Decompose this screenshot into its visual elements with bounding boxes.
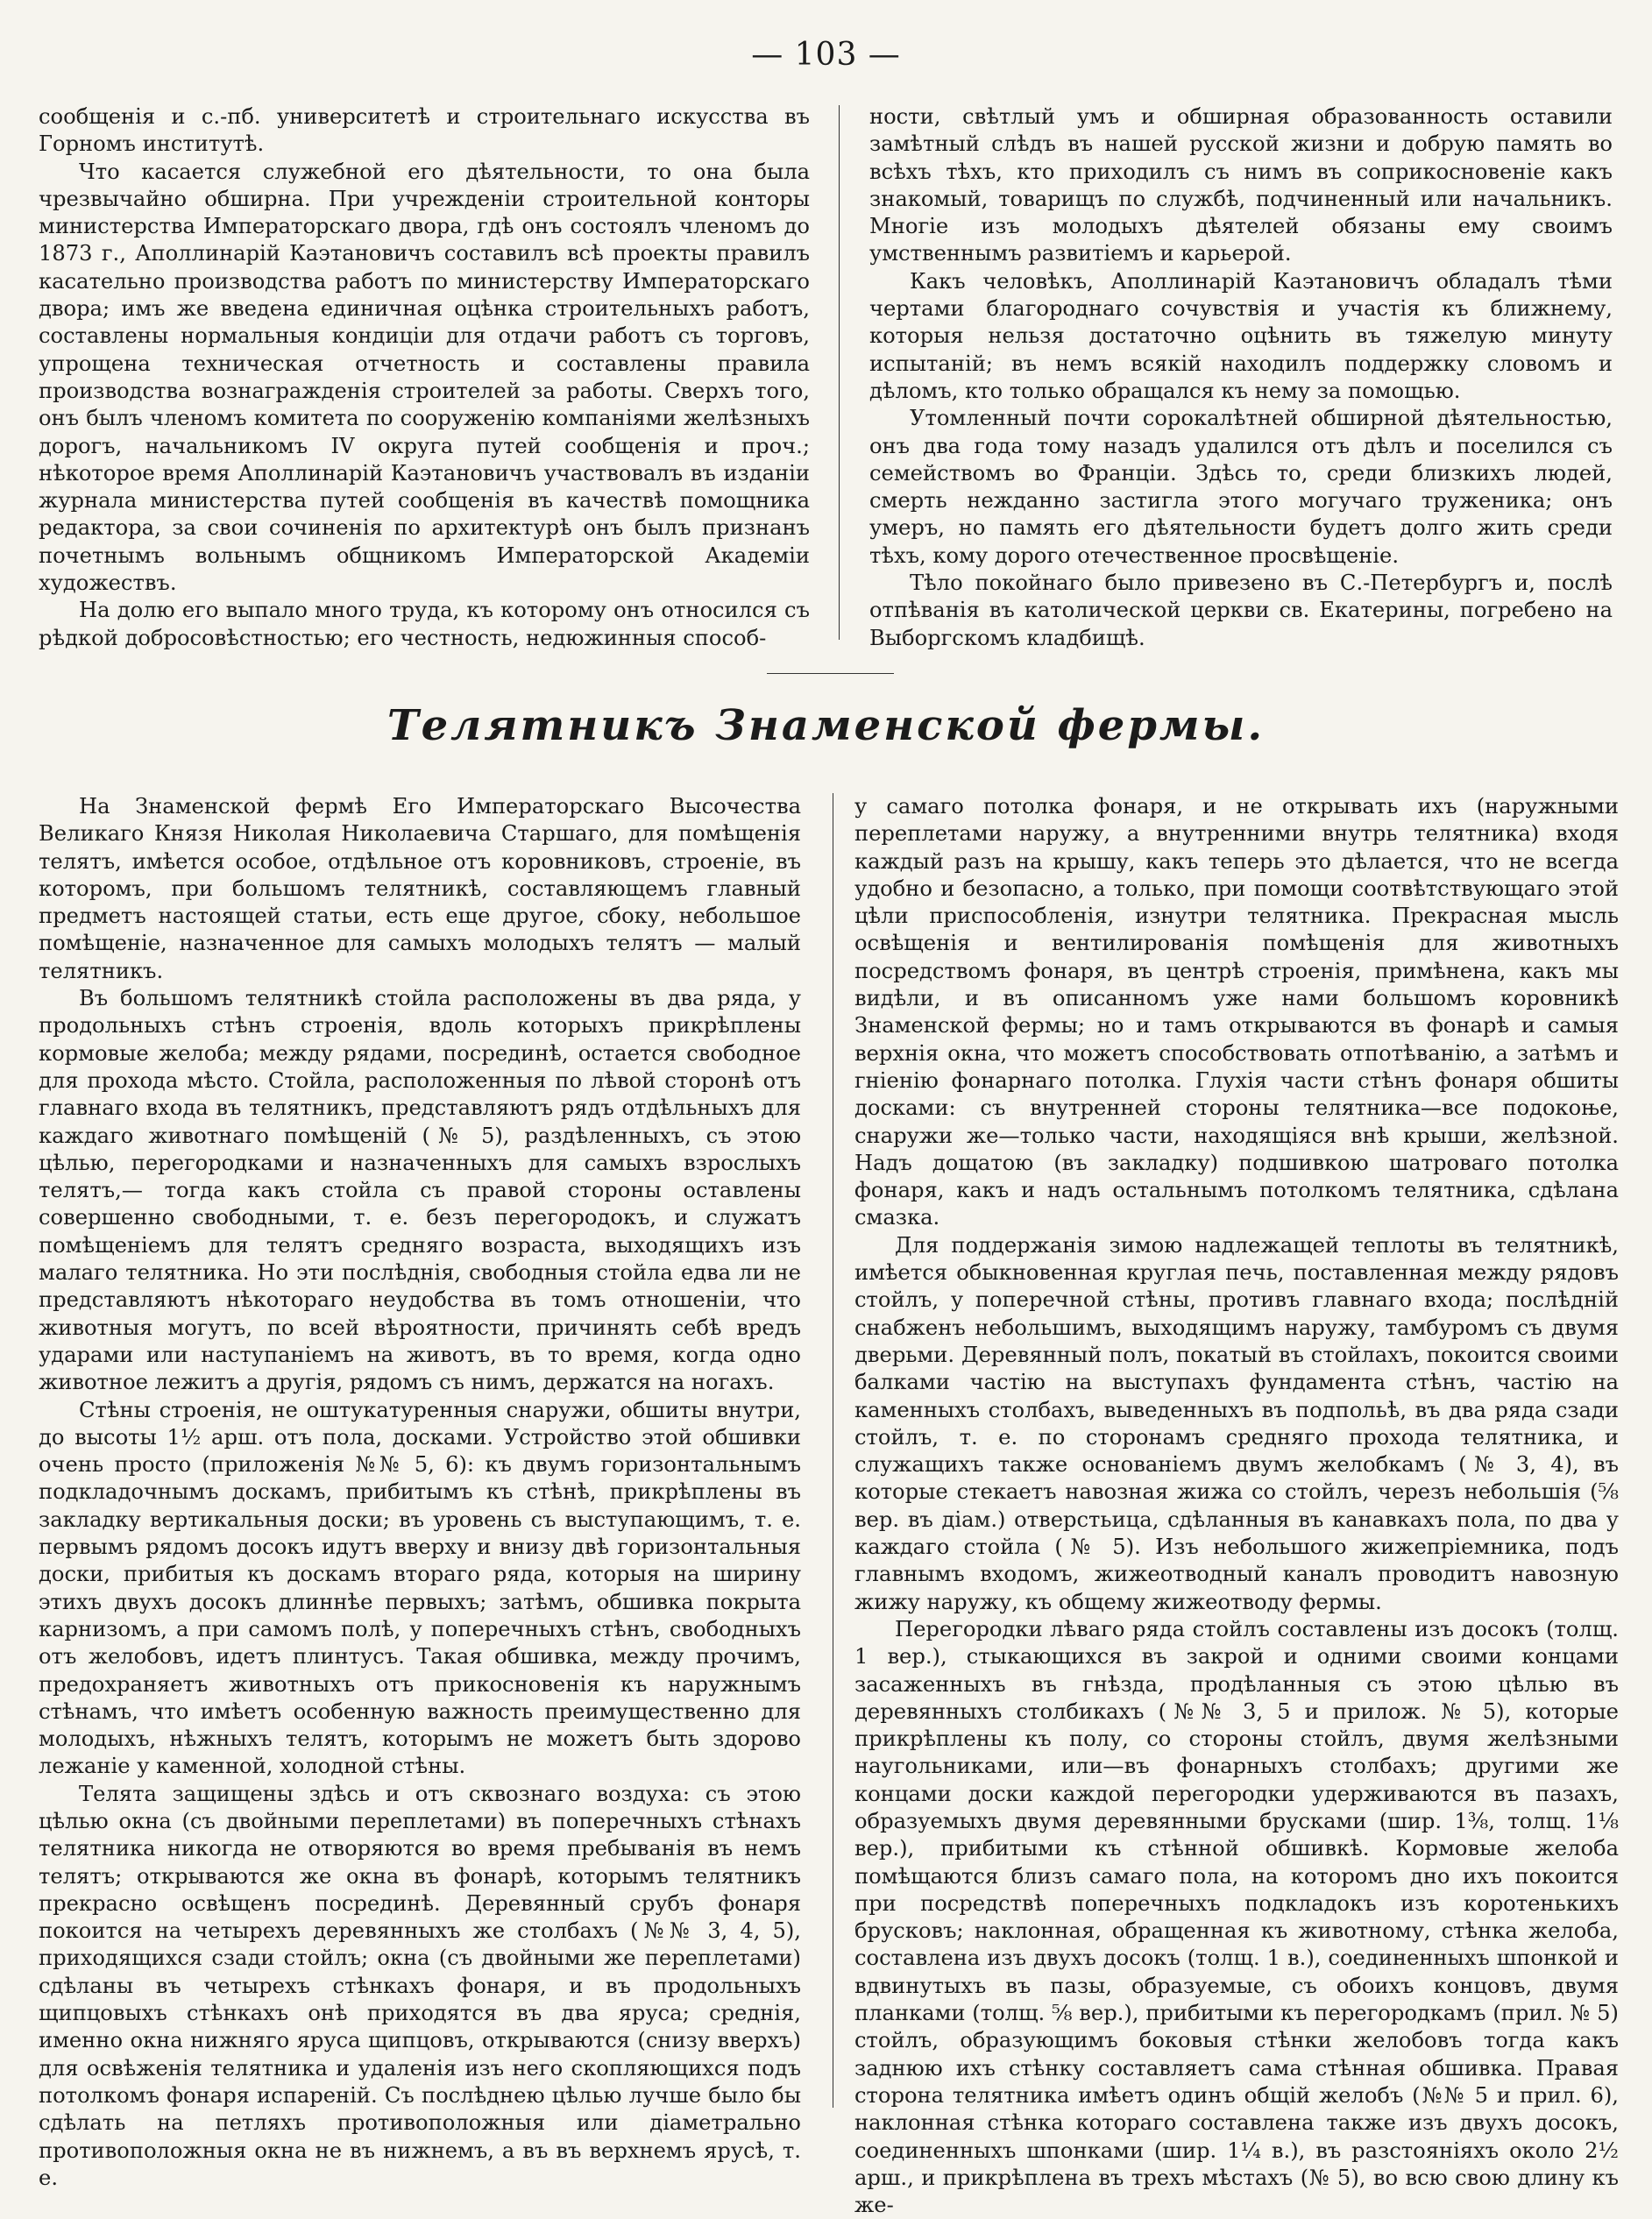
paragraph: Для поддержанія зимою надлежащей теплоты въ телятникѣ, имѣется обыкновенная круглая печь, поставленная между рядовъ стойлъ, у поперечной стѣны, противъ главнаго входа; послѣдній снабженъ небольшимъ, выходящимъ наружу, тамбуромъ съ двумя дверьми. Деревянный полъ, покатый въ стойлахъ, покоится своими балками частію на выступахъ фундамента стѣнъ, частію на каменныхъ столбахъ, выведенныхъ въ подпольѣ, въ два ряда сзади стойлъ, т. е. по сторонамъ средняго прохода телятника, и служащихъ также основаніемъ двумъ желобкамъ (№ 3, 4), въ которые стекаетъ навозная жижа со стойлъ, черезъ небольшія (⅝ вер. въ діам.) отверстьица, сдѣланныя въ канавкахъ пола, по два у каждаго стойла (№ 5). Изъ небольшого жижепріемника, подъ главнымъ входомъ, жижеотводный каналъ проводитъ навозную жижу наружу, къ общему жижеотводу фермы. <box>854 1232 1619 1614</box>
paragraph: На долю его выпало много труда, къ которому онъ относился съ рѣдкой добросовѣстностью; его честность, недюжинныя способ- <box>39 598 810 650</box>
paragraph: Что касается служебной его дѣятельности, то она была чрезвычайно обширна. При учрежденіи строительной конторы министерства Императорскаго двора, гдѣ онъ состоялъ членомъ до 1873 г., Аполлинарій Каэтановичъ составилъ всѣ проекты правилъ касательно производства работъ по министерству Императорскаго двора; имъ же введена единичная оцѣнка строительныхъ работъ, составлены нормальныя кондиціи для отдачи работъ съ торговъ, упрощена техническая отчетность и составлены правила производства вознагражденія строителей за работы. Сверхъ того, онъ былъ членомъ комитета по сооруженію компаніями желѣзныхъ дорогъ, начальникомъ IV округа путей сообщенія и проч.; нѣкоторое время Аполлинарій Каэтановичъ участвовалъ въ изданіи журнала министерства путей сообщенія въ качествѣ помощника редактора, за свои сочиненія по архитектурѣ онъ былъ признанъ почетнымъ вольнымъ общникомъ Императорской Академіи художествъ. <box>39 159 810 596</box>
paragraph: у самаго потолка фонаря, и не открывать ихъ (наружными переплетами наружу, а внутренними внутрь телятника) входя каждый разъ на крышу, какъ теперь это дѣлается, что не всегда удобно и безопасно, а только, при помощи соотвѣтствующаго этой цѣли приспособленія, изнутри телятника. Прекрасная мысль освѣщенія и вентилированія помѣщенія для животныхъ посредствомъ фонаря, въ центрѣ строенія, примѣнена, какъ мы видѣли, и въ описанномъ уже нами большомъ коровникѣ Знаменской фермы; но и тамъ открываются въ фонарѣ и самыя верхнія окна, что можетъ способствовать отпотѣванію, а затѣмъ и гніенію фонарнаго потолка. Глухія части стѣнъ фонаря обшиты досками: съ внутренней стороны телятника—все подокоње, снаружи же—только части, находящіяся внѣ крыши, желѣзной. Надъ дощатою (въ закладку) подшивкою шатроваго потолка фонаря, какъ и надъ остальнымъ потолкомъ телятника, сдѣлана смазка. <box>854 794 1619 1230</box>
paragraph: Телята защищены здѣсь и отъ сквознаго воздуха: съ этою цѣлью окна (съ двойными переплетами) въ поперечныхъ стѣнахъ телятника никогда не отворяются во время пребыванія въ немъ телятъ; открываются же окна въ фонарѣ, которымъ телятникъ прекрасно освѣщенъ посрединѣ. Деревянный срубъ фонаря покоится на четырехъ деревянныхъ же столбахъ (№№ 3, 4, 5), приходящихся сзади стойлъ; окна (съ двойными же переплетами) сдѣланы въ четырехъ стѣнкахъ фонаря, и въ продольныхъ щипцовыхъ стѣнкахъ онѣ приходятся въ два яруса; среднія, именно окна нижняго яруса щипцовъ, открываются (снизу вверхъ) для освѣженія телятника и удаленія изъ него скопляющихся подъ потолкомъ фонаря испареній. Съ послѣднею цѣлью лучше было бы сдѣлать на петляхъ противоположныя или діаметрально противоположныя окна не въ нижнемъ, а въ въ верхнемъ ярусѣ, т. е. <box>39 1781 801 2190</box>
paragraph: Какъ человѣкъ, Аполлинарій Каэтановичъ обладалъ тѣми чертами благороднаго сочувствія и участія къ ближнему, которыя нельзя достаточно оцѣнить въ тяжелую минуту испытаній; въ немъ всякій находилъ поддержку словомъ и дѣломъ, кто только обращался къ нему за помощью. <box>869 268 1613 403</box>
bottom-right-column <box>854 793 1619 2219</box>
bottom-left-column <box>39 793 801 2192</box>
paragraph: ности, свѣтлый умъ и обширная образованность оставили замѣтный слѣдъ въ нашей русской жизни и добрую память во всѣхъ тѣхъ, кто приходилъ съ нимъ въ соприкосновеніе какъ знакомый, товарищъ по службѣ, подчиненный или начальникъ. Многіе изъ молодыхъ дѣятелей обязаны ему своимъ умственнымъ развитіемъ и карьерой. <box>869 104 1613 266</box>
paragraph: На Знаменской фермѣ Его Императорскаго Высочества Великаго Князя Николая Николаевича Старшаго, для помѣщенія телятъ, имѣется особое, отдѣльное отъ коровниковъ, строеніе, въ которомъ, при большомъ телятникѣ, составляющемъ главный предметъ настоящей статьи, есть еще другое, сбоку, небольшое помѣщеніе, назначенное для самыхъ молодыхъ телятъ — малый телятникъ. <box>39 794 801 983</box>
top-left-column <box>39 103 810 652</box>
section-divider <box>767 673 894 674</box>
paragraph: Утомленный почти сорокалѣтней обширной дѣятельностью, онъ два года тому назадъ удалился отъ дѣлъ и поселился съ семействомъ во Франціи. Здѣсь то, среди близкихъ людей, смерть нежданно застигла этого могучаго труженика; онъ умеръ, но память его дѣятельности будетъ долго жить среди тѣхъ, кому дорого отечественное просвѣщеніе. <box>869 406 1613 568</box>
paragraph: Стѣны строенія, не оштукатуренныя снаружи, обшиты внутри, до высоты 1½ арш. отъ пола, досками. Устройство этой обшивки очень просто (приложенія №№ 5, 6): къ двумъ горизонтальнымъ подкладочнымъ доскамъ, прибитымъ къ стѣнѣ, прикрѣплены въ закладку вертикальныя доски; въ уровень съ выступающимъ, т. е. первымъ рядомъ досокъ идутъ вверху и внизу двѣ горизонтальныя доски, прибитыя къ доскамъ втораго ряда, которыя на ширину этихъ двухъ досокъ длиннѣе первыхъ; затѣмъ, обшивка покрыта карнизомъ, а при самомъ полѣ, у поперечныхъ стѣнъ, свободныхъ отъ желобовъ, идетъ плинтусъ. Такая обшивка, между прочимъ, предохраняетъ животныхъ отъ прикосновенія къ наружнымъ стѣнамъ, что имѣетъ особенную важность преимущественно для молодыхъ, нѣжныхъ телятъ, которымъ не можетъ быть здорово лежаніе у каменной, холодной стѣны. <box>39 1397 801 1779</box>
top-right-column <box>869 103 1613 652</box>
paragraph: Перегородки лѣваго ряда стойлъ составлены изъ досокъ (толщ. 1 вер.), стыкающихся въ закрой и одними своими концами засаженныхъ въ гнѣзда, продѣланныя съ этою цѣлью въ деревянныхъ столбикахъ (№№ 3, 5 и прилож. № 5), которые прикрѣплены къ полу, со стороны стойлъ, двумя желѣзными наугольниками, или—въ фонарныхъ столбахъ; другими же концами доски каждой перегородки удерживаются въ пазахъ, образуемыхъ двумя деревянными брусками (шир. 1⅜, толщ. 1⅛ вер.), прибитыми къ стѣнной обшивкѣ. Кормовые желоба помѣщаются близъ самаго пола, на которомъ дно ихъ покоится при посредствѣ поперечныхъ подкладокъ изъ коротенькихъ брусковъ; наклонная, обращенная къ животному, стѣнка желоба, составлена изъ двухъ досокъ (толщ. 1 в.), соединенныхъ шпонкой и вдвинутыхъ въ пазы, образуемые, съ обоихъ концовъ, двумя планками (толщ. ⅝ вер.), прибитыми къ перегородкамъ (прил. № 5) стойлъ, образующимъ боковыя стѣнки желобовъ тогда какъ заднюю ихъ стѣнку составляетъ сама стѣнная обшивка. Правая сторона телятника имѣетъ одинъ общій желобъ (№№ 5 и прил. 6), наклонная стѣнка котораго составлена также изъ двухъ досокъ, соединенныхъ шпонками (шир. 1¼ в.), въ разстояніяхъ около 2½ арш., и прикрѣплена въ трехъ мѣстахъ (№ 5), во всю свою длину къ же- <box>854 1616 1619 2218</box>
paragraph: Въ большомъ телятникѣ стойла расположены въ два ряда, у продольныхъ стѣнъ строенія, вдоль которыхъ прикрѣплены кормовые желоба; между рядами, посрединѣ, остается свободное для прохода мѣсто. Стойла, расположенныя по лѣвой сторонѣ отъ главнаго входа въ телятникъ, представляютъ рядъ отдѣльныхъ для каждаго животнаго помѣщеній (№ 5), раздѣленныхъ, съ этою цѣлью, перегородками и назначенныхъ для самыхъ взрослыхъ телятъ,— тогда какъ стойла съ правой стороны оставлены совершенно свободными, т. е. безъ перегородокъ, и служатъ помѣщеніемъ для телятъ средняго возраста, выходящихъ изъ малаго телятника. Но эти послѣднія, свободныя стойла едва ли не представляютъ нѣкотораго неудобства въ томъ отношеніи, что животныя могутъ, по всей вѣроятности, причинять себѣ вредъ ударами или наступаніемъ на животъ, въ то время, когда одно животное лежитъ а другія, рядомъ съ нимъ, держатся на ногахъ. <box>39 986 801 1395</box>
paragraph: Тѣло покойнаго было привезено въ С.-Петербургъ и, послѣ отпѣванія въ католической церкви св. Екатерины, погребено на Выборгскомъ кладбищѣ. <box>869 571 1613 650</box>
article-title: Телятникъ Знаменской фермы. <box>386 701 1266 750</box>
column-divider <box>839 105 840 640</box>
page-number: — 103 — <box>751 37 901 73</box>
paragraph: сообщенія и с.-пб. университетѣ и строительнаго искусства въ Горномъ институтѣ. <box>39 104 810 157</box>
